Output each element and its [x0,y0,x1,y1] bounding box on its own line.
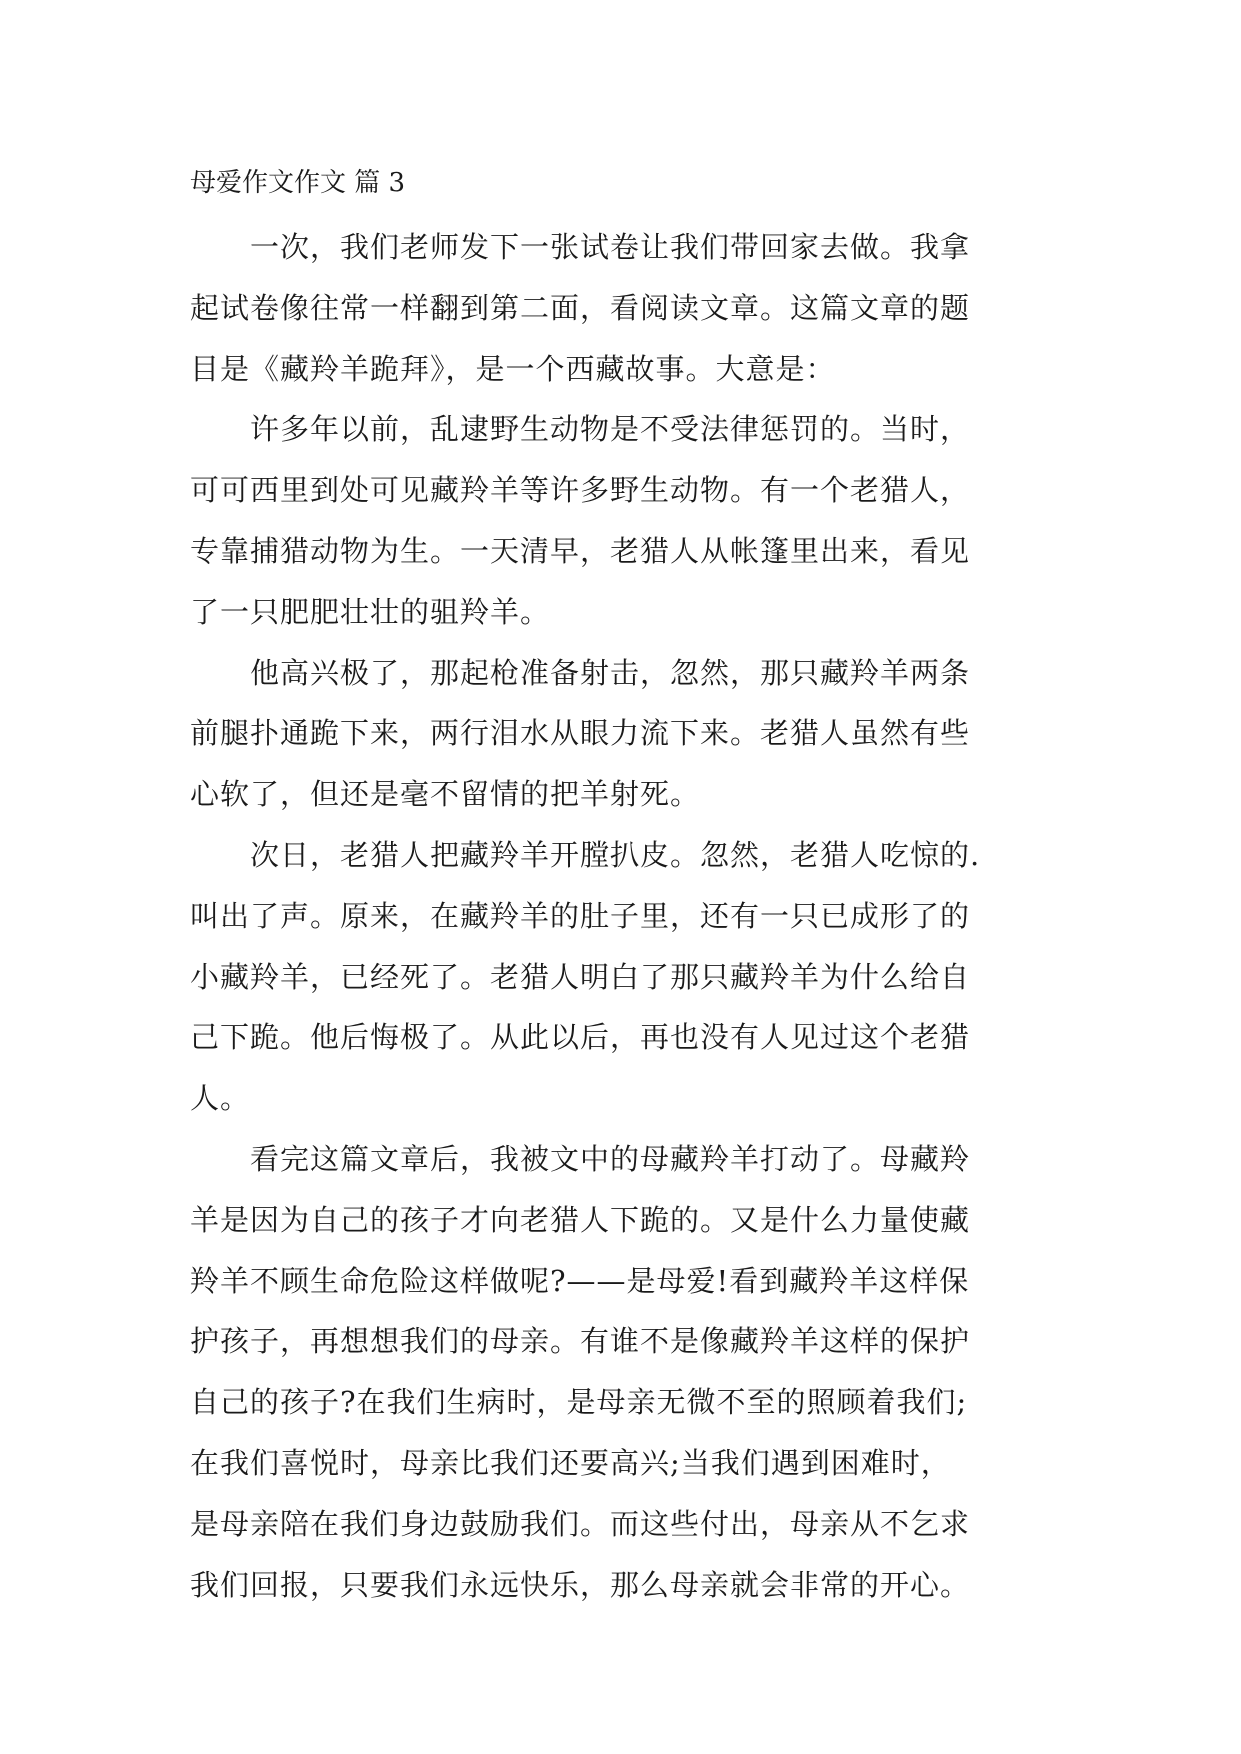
paragraph-5 [190,1129,1072,1615]
paragraph-1 [190,217,1072,399]
text-line: 许多年以前，乱逮野生动物是不受法律惩罚的。当时， [190,412,971,447]
text-line: 羚羊不顾生命危险这样做呢?——是母爱!看到藏羚羊这样保 [190,1263,970,1298]
paragraph-3 [190,643,1072,825]
document-title: 母爱作文作文 篇 3 [190,168,406,198]
text-line: 羊是因为自己的孩子才向老猎人下跪的。又是什么力量使藏 [190,1202,971,1237]
text-line: 在我们喜悦时，母亲比我们还要高兴;当我们遇到困难时， [190,1445,951,1480]
text-line: 我们回报，只要我们永远快乐，那么母亲就会非常的开心。 [190,1567,971,1602]
text-line: 他高兴极了，那起枪准备射击，忽然，那只藏羚羊两条 [190,655,971,690]
text-line: 看完这篇文章后，我被文中的母藏羚羊打动了。母藏羚 [190,1141,971,1176]
text-line: 起试卷像往常一样翻到第二面，看阅读文章。这篇文章的题 [190,290,971,325]
text-line: 可可西里到处可见藏羚羊等许多野生动物。有一个老猎人， [190,473,971,508]
text-line: 叫出了声。原来，在藏羚羊的肚子里，还有一只已成形了的 [190,898,971,933]
text-line: 小藏羚羊，已经死了。老猎人明白了那只藏羚羊为什么给自 [190,959,971,994]
text-line: 己下跪。他后悔极了。从此以后，再也没有人见过这个老猎 [190,1020,971,1055]
text-line: 是母亲陪在我们身边鼓励我们。而这些付出，母亲从不乞求 [190,1506,971,1541]
text-line: 次日，老猎人把藏羚羊开膛扒皮。忽然，老猎人吃惊的. [190,837,981,872]
text-line: 前腿扑通跪下来，两行泪水从眼力流下来。老猎人虽然有些 [190,716,971,751]
text-line: 目是《藏羚羊跪拜》，是一个西藏故事。大意是： [190,351,836,386]
paragraph-2 [190,399,1072,642]
text-line: 一次，我们老师发下一张试卷让我们带回家去做。我拿 [190,230,971,264]
text-line: 人。 [190,1081,251,1116]
document-body [190,162,1072,1615]
text-line: 了一只肥肥壮壮的驵羚羊。 [190,594,551,629]
text-line: 自己的孩子?在我们生病时，是母亲无微不至的照顾着我们; [190,1385,968,1420]
text-line: 专靠捕猎动物为生。一天清早，老猎人从帐篷里出来，看见 [190,533,971,568]
text-line: 心软了，但还是毫不留情的把羊射死。 [190,777,701,812]
text-line: 护孩子，再想想我们的母亲。有谁不是像藏羚羊这样的保护 [190,1324,971,1359]
paragraph-4 [190,825,1072,1129]
title-spacing [190,204,1072,217]
